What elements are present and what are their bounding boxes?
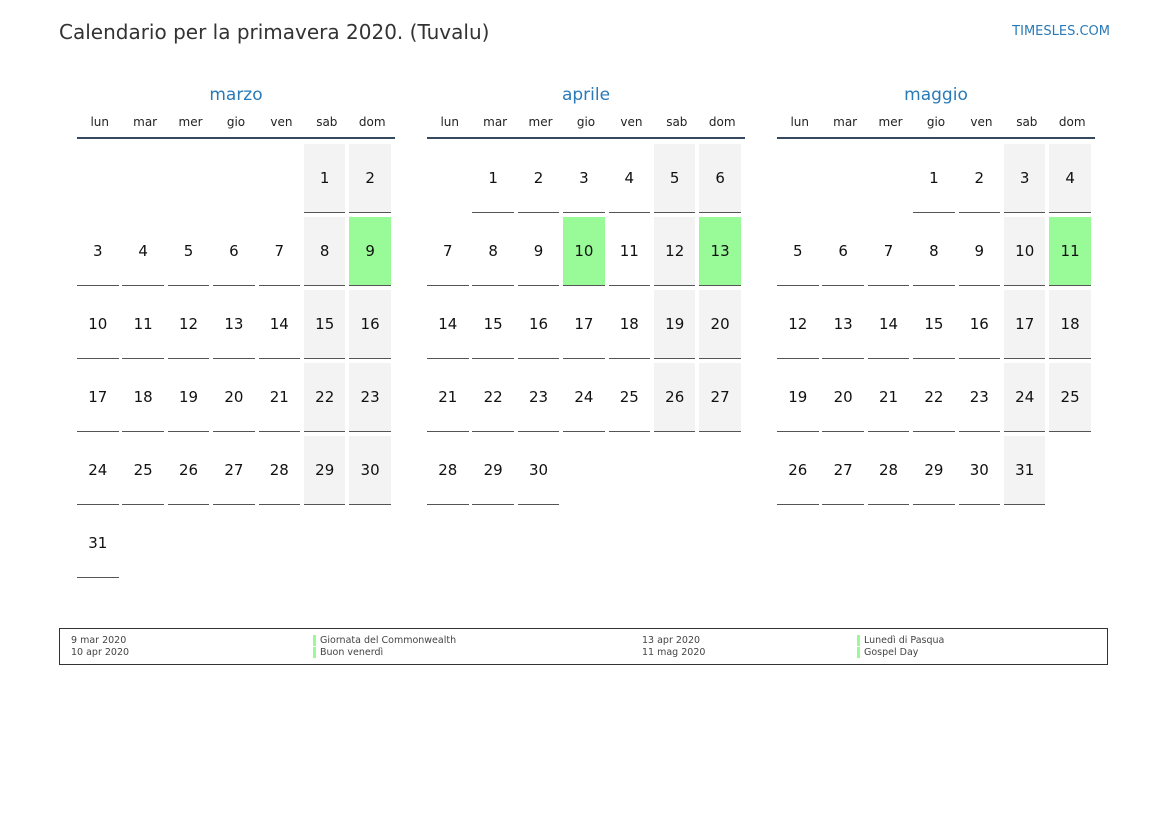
empty-day-cell [77, 144, 119, 213]
day-cell[interactable]: 12 [168, 290, 210, 359]
weekday-label: lun [90, 115, 109, 129]
legend-color-swatch [857, 635, 860, 646]
day-cell[interactable]: 28 [868, 436, 910, 505]
legend-holiday-name: Gospel Day [864, 647, 919, 658]
weekday-label: ven [620, 115, 643, 129]
empty-day-cell [427, 144, 469, 213]
day-cell[interactable]: 30 [518, 436, 560, 505]
month-title: aprile [561, 85, 611, 105]
weekday-label: dom [358, 115, 386, 129]
day-cell[interactable]: 20 [213, 363, 255, 432]
day-cell[interactable]: 22 [472, 363, 514, 432]
weekday-label: lun [440, 115, 459, 129]
day-cell[interactable]: 21 [259, 363, 301, 432]
legend-entry [313, 635, 456, 647]
day-cell[interactable]: 13 [213, 290, 255, 359]
day-cell[interactable]: 15 [472, 290, 514, 359]
weekday-label: gio [226, 115, 246, 129]
day-cell[interactable]: 22 [304, 363, 346, 432]
day-cell[interactable]: 12 [777, 290, 819, 359]
page-title: Calendario per la primavera 2020. (Tuvalu) [59, 20, 490, 44]
legend-date: 13 apr 2020 [642, 635, 701, 646]
day-cell[interactable]: 4 [1049, 144, 1091, 213]
day-cell[interactable]: 1 [913, 144, 955, 213]
day-cell[interactable]: 3 [563, 144, 605, 213]
day-cell[interactable]: 15 [913, 290, 955, 359]
day-cell[interactable]: 4 [609, 144, 651, 213]
day-cell[interactable]: 7 [868, 217, 910, 286]
day-cell[interactable]: 6 [822, 217, 864, 286]
day-cell[interactable]: 8 [913, 217, 955, 286]
day-cell[interactable]: 11 [609, 217, 651, 286]
weekday-label: dom [1058, 115, 1086, 129]
empty-day-cell [777, 144, 819, 213]
month-title: maggio [904, 85, 968, 105]
day-cell[interactable]: 27 [213, 436, 255, 505]
day-grid [77, 144, 395, 578]
day-cell[interactable]: 14 [259, 290, 301, 359]
day-cell[interactable]: 29 [913, 436, 955, 505]
day-cell[interactable]: 2 [518, 144, 560, 213]
day-cell[interactable]: 28 [427, 436, 469, 505]
weekday-label: sab [1016, 115, 1038, 129]
day-cell[interactable]: 23 [959, 363, 1001, 432]
weekday-header [77, 114, 395, 139]
day-cell[interactable]: 10 [77, 290, 119, 359]
day-cell[interactable]: 4 [122, 217, 164, 286]
legend-holiday-name: Buon venerdì [320, 647, 384, 658]
day-cell[interactable]: 21 [868, 363, 910, 432]
day-cell[interactable]: 3 [1004, 144, 1046, 213]
day-cell[interactable]: 26 [168, 436, 210, 505]
empty-day-cell [868, 144, 910, 213]
day-cell[interactable]: 18 [609, 290, 651, 359]
legend-date: 10 apr 2020 [71, 647, 130, 658]
legend-entry [857, 635, 944, 647]
day-cell[interactable]: 8 [472, 217, 514, 286]
day-cell[interactable]: 20 [699, 290, 741, 359]
day-cell[interactable]: 14 [868, 290, 910, 359]
weekday-label: gio [926, 115, 946, 129]
day-cell[interactable]: 23 [518, 363, 560, 432]
day-cell[interactable]: 6 [699, 144, 741, 213]
day-cell[interactable]: 21 [427, 363, 469, 432]
day-cell[interactable]: 26 [777, 436, 819, 505]
weekday-label: lun [790, 115, 809, 129]
day-grid [427, 144, 745, 505]
day-cell[interactable]: 18 [1049, 290, 1091, 359]
legend-date: 11 mag 2020 [642, 647, 706, 658]
day-cell[interactable]: 30 [959, 436, 1001, 505]
empty-day-cell [122, 144, 164, 213]
day-cell[interactable]: 8 [304, 217, 346, 286]
legend-color-swatch [313, 647, 316, 658]
day-cell[interactable]: 1 [472, 144, 514, 213]
holiday-legend [59, 628, 1108, 665]
day-cell[interactable]: 25 [122, 436, 164, 505]
legend-date: 9 mar 2020 [71, 635, 127, 646]
day-cell[interactable]: 11 [122, 290, 164, 359]
weekday-label: ven [970, 115, 993, 129]
month-title: marzo [209, 85, 263, 105]
day-cell[interactable]: 7 [427, 217, 469, 286]
day-cell[interactable]: 29 [472, 436, 514, 505]
day-cell[interactable]: 16 [959, 290, 1001, 359]
day-cell[interactable]: 27 [822, 436, 864, 505]
weekday-header [427, 114, 745, 139]
day-cell[interactable]: 20 [822, 363, 864, 432]
day-cell[interactable]: 14 [427, 290, 469, 359]
day-cell[interactable]: 24 [77, 436, 119, 505]
weekday-label: dom [708, 115, 736, 129]
legend-entry [857, 647, 918, 659]
legend-holiday-name: Lunedì di Pasqua [864, 635, 945, 646]
day-cell[interactable]: 26 [654, 363, 696, 432]
day-cell[interactable]: 9 [959, 217, 1001, 286]
weekday-label: ven [270, 115, 293, 129]
day-cell[interactable]: 17 [1004, 290, 1046, 359]
holiday-day-cell[interactable]: 9 [349, 217, 391, 286]
site-brand-link[interactable]: TIMESLES.COM [1012, 24, 1110, 39]
day-cell[interactable]: 27 [699, 363, 741, 432]
weekday-label: mer [528, 115, 553, 129]
day-cell[interactable]: 17 [563, 290, 605, 359]
day-cell[interactable]: 10 [1004, 217, 1046, 286]
day-cell[interactable]: 3 [77, 217, 119, 286]
holiday-day-cell[interactable]: 11 [1049, 217, 1091, 286]
day-cell[interactable]: 13 [822, 290, 864, 359]
weekday-label: mar [833, 115, 858, 129]
month-april [427, 84, 745, 505]
day-cell[interactable]: 30 [349, 436, 391, 505]
day-cell[interactable]: 16 [518, 290, 560, 359]
day-cell[interactable]: 19 [168, 363, 210, 432]
day-cell[interactable]: 25 [1049, 363, 1091, 432]
day-cell[interactable]: 25 [609, 363, 651, 432]
day-cell[interactable]: 18 [122, 363, 164, 432]
month-march [77, 84, 395, 578]
day-cell[interactable]: 1 [304, 144, 346, 213]
empty-day-cell [168, 144, 210, 213]
day-cell[interactable]: 23 [349, 363, 391, 432]
day-cell[interactable]: 5 [654, 144, 696, 213]
weekday-label: mer [178, 115, 203, 129]
empty-day-cell [213, 144, 255, 213]
day-cell[interactable]: 5 [777, 217, 819, 286]
day-cell[interactable]: 24 [563, 363, 605, 432]
empty-day-cell [822, 144, 864, 213]
weekday-label: mer [878, 115, 903, 129]
holiday-day-cell[interactable]: 10 [563, 217, 605, 286]
day-cell[interactable]: 2 [959, 144, 1001, 213]
day-cell[interactable]: 6 [213, 217, 255, 286]
holiday-day-cell[interactable]: 13 [699, 217, 741, 286]
legend-color-swatch [857, 647, 860, 658]
day-cell[interactable]: 15 [304, 290, 346, 359]
day-cell[interactable]: 7 [259, 217, 301, 286]
day-cell[interactable]: 9 [518, 217, 560, 286]
legend-color-swatch [313, 635, 316, 646]
day-cell[interactable]: 31 [77, 509, 119, 578]
day-cell[interactable]: 31 [1004, 436, 1046, 505]
weekday-label: sab [666, 115, 688, 129]
day-cell[interactable]: 17 [77, 363, 119, 432]
weekday-label: mar [483, 115, 508, 129]
month-may [777, 84, 1095, 505]
day-cell[interactable]: 19 [654, 290, 696, 359]
legend-entry [313, 647, 383, 659]
weekday-label: mar [133, 115, 158, 129]
day-grid [777, 144, 1095, 505]
empty-day-cell [259, 144, 301, 213]
weekday-header [777, 114, 1095, 139]
day-cell[interactable]: 12 [654, 217, 696, 286]
day-cell[interactable]: 22 [913, 363, 955, 432]
legend-holiday-name: Giornata del Commonwealth [320, 635, 457, 646]
weekday-label: sab [316, 115, 338, 129]
day-cell[interactable]: 24 [1004, 363, 1046, 432]
day-cell[interactable]: 28 [259, 436, 301, 505]
weekday-label: gio [576, 115, 596, 129]
day-cell[interactable]: 19 [777, 363, 819, 432]
day-cell[interactable]: 16 [349, 290, 391, 359]
day-cell[interactable]: 2 [349, 144, 391, 213]
day-cell[interactable]: 29 [304, 436, 346, 505]
day-cell[interactable]: 5 [168, 217, 210, 286]
